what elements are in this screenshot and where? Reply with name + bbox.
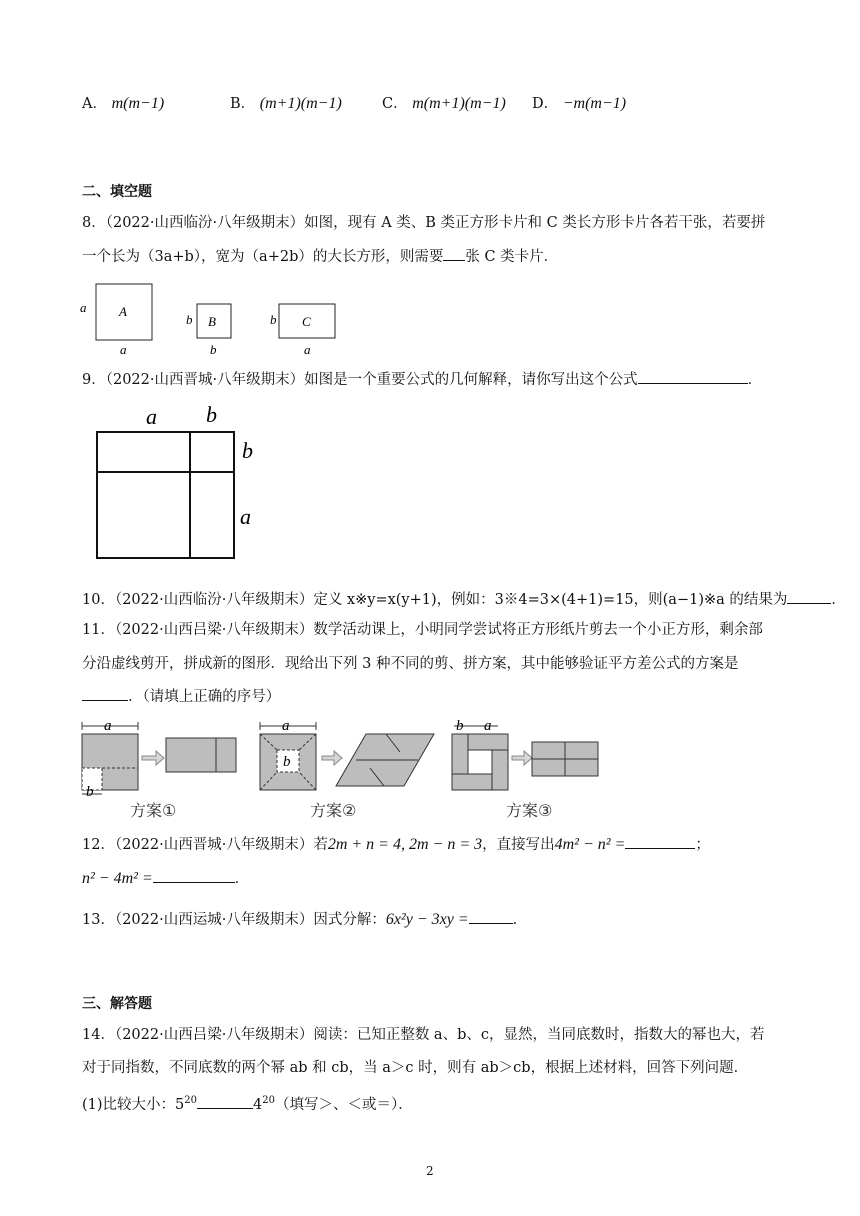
question-12-line1: 12．（2022·山西晋城·八年级期末）若2m + n = 4, 2m − n = 3，直接写出4m² − n² = ； — [82, 836, 710, 853]
question-14-line2: 对于同指数，不同底数的两个幂 ab 和 cb，当 a＞c 时，则有 ab＞cb，根据上述材料，回答下列问题． — [82, 1060, 749, 1076]
svg-text:a: a — [120, 342, 127, 357]
label-top-a: a — [146, 404, 157, 429]
answer-blank — [787, 589, 831, 604]
question-10: 10．（2022·山西临汾·八年级期末）定义 x※y=x(y+1)，例如：3※4=3×(4+1)=15，则(a−1)※a 的结果为 ． — [82, 589, 846, 610]
svg-text:b: b — [456, 718, 464, 734]
answer-blank — [443, 246, 465, 261]
question-14-line1: 14．（2022·山西吕梁·八年级期末）阅读：已知正整数 a、b、c，显然，当同底数时，指数大的幂也大，若 — [82, 1027, 765, 1043]
option-c: C． m(m+1)(m−1) — [382, 95, 506, 112]
label-right-a: a — [240, 504, 251, 529]
scheme-3-figure — [452, 718, 598, 790]
question-12-line2: n² − 4m² = ． — [82, 870, 250, 887]
question-9: 9．（2022·山西晋城·八年级期末）如图是一个重要公式的几何解释，请你写出这个公式 ． — [82, 369, 762, 390]
question-11-line2: 分沿虚线剪开，拼成新的图形．现给出下列 3 种不同的剪、拼方案，其中能够验证平方差公式的方案是 — [82, 656, 739, 672]
svg-text:a: a — [484, 718, 492, 734]
answer-blank — [153, 868, 235, 883]
svg-text:a: a — [80, 300, 87, 315]
cards-figure — [76, 280, 346, 358]
question-8-line2: 一个长为（3a+b），宽为（a+2b）的大长方形，则需要 张 C 类卡片． — [82, 246, 558, 267]
svg-text:a: a — [304, 342, 311, 357]
answer-blank — [197, 1094, 253, 1109]
question-8-line1: 8．（2022·山西临汾·八年级期末）如图，现有 A 类、B 类正方形卡片和 C 类长方形卡片各若干张，若要拼 — [82, 215, 766, 231]
label-right-b: b — [242, 438, 253, 463]
scheme-1-figure — [82, 718, 236, 800]
question-14-part1: (1)比较大小：$5^{20}$ $4^{20}$（填写＞、＜或＝）． — [82, 1095, 413, 1113]
answer-blank — [82, 686, 128, 701]
label-top-b: b — [206, 402, 217, 427]
answer-blank — [638, 369, 748, 384]
option-d: D． −m(m−1) — [532, 95, 627, 112]
question-11-line1: 11．（2022·山西吕梁·八年级期末）数学活动课上，小明同学尝试将正方形纸片剪去一个小正方形，剩余部 — [82, 622, 763, 638]
svg-text:B: B — [208, 314, 216, 329]
card-a — [80, 284, 152, 357]
svg-text:b: b — [86, 784, 94, 800]
svg-text:C: C — [302, 314, 311, 329]
option-a: A． m(m−1) — [82, 95, 165, 112]
page-number: 2 — [426, 1164, 434, 1178]
svg-text:A: A — [119, 304, 127, 319]
svg-text:b: b — [283, 754, 291, 770]
svg-text:b: b — [210, 342, 217, 357]
answer-blank — [469, 909, 513, 924]
scheme-2-figure — [260, 718, 434, 790]
svg-text:b: b — [270, 312, 277, 327]
scheme-1-label: 方案① — [130, 801, 177, 820]
question-13: 13．（2022·山西运城·八年级期末）因式分解：6x²y − 3xy = ． — [82, 911, 528, 928]
svg-text:b: b — [186, 312, 193, 327]
card-c — [270, 304, 335, 357]
question-11-line3: ．（请填上正确的序号） — [82, 686, 280, 707]
svg-text:a: a — [104, 718, 112, 734]
card-b — [186, 304, 231, 357]
square-formula-figure — [90, 400, 270, 565]
section-heading-fill-blank: 二、填空题 — [82, 184, 152, 200]
svg-text:a: a — [282, 718, 290, 734]
option-b: B． (m+1)(m−1) — [230, 95, 342, 112]
answer-blank — [625, 834, 695, 849]
scheme-3-label: 方案③ — [506, 801, 553, 820]
scheme-2-label: 方案② — [310, 801, 357, 820]
section-heading-solve: 三、解答题 — [82, 996, 152, 1012]
